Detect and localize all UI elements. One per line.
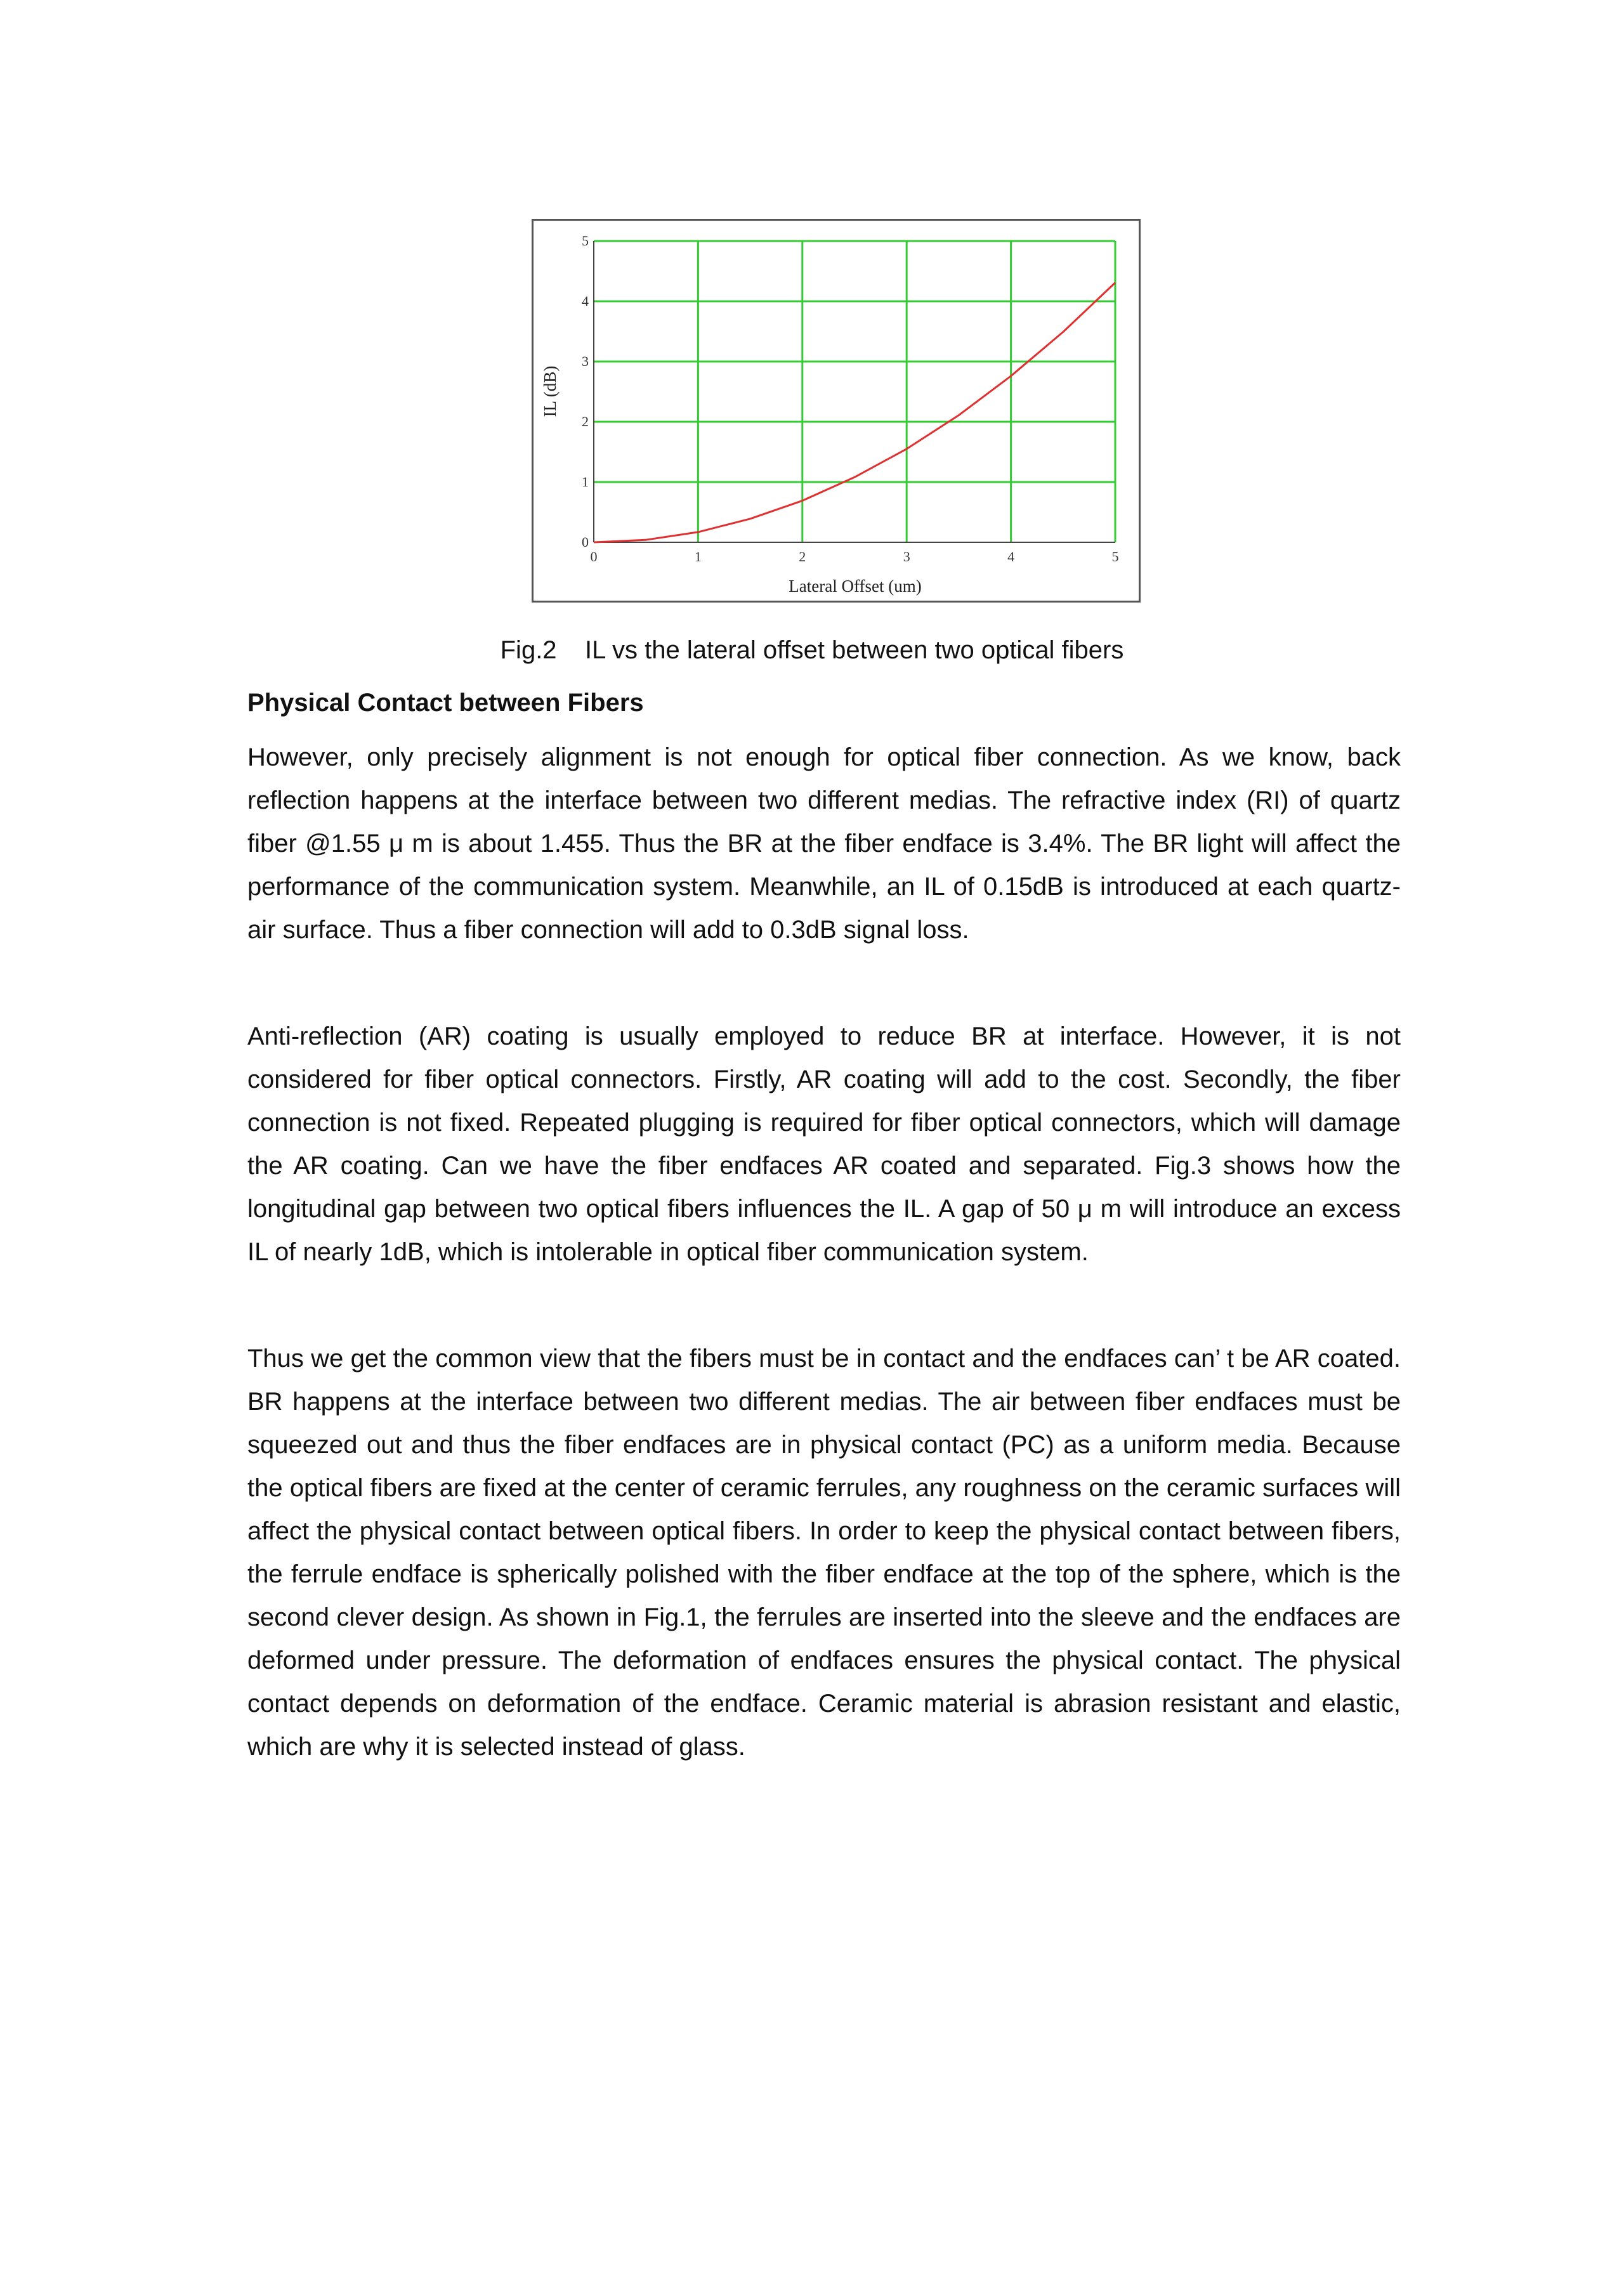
y-tick-label-2: 2 — [582, 414, 589, 429]
x-tick-label-0: 0 — [590, 549, 598, 564]
y-tick-label-3: 3 — [582, 353, 589, 369]
y-axis-label: IL (dB) — [540, 365, 560, 417]
y-tick-label-1: 1 — [582, 474, 589, 490]
chart-frame — [533, 220, 1140, 602]
y-tick-label-5: 5 — [582, 233, 589, 249]
il-vs-offset-chart — [532, 219, 1141, 603]
x-tick-label-3: 3 — [903, 549, 910, 564]
section-heading: Physical Contact between Fibers — [247, 689, 644, 717]
caption-label: Fig.2 — [500, 636, 557, 664]
figure — [532, 219, 1141, 603]
paragraph-2: Anti-reflection (AR) coating is usually employed to reduce BR at interface. However, it is not considered for fiber optical connectors. Firstly, AR coating will add to the cost. Secondly, the fiber connection is not fixed. Repeated plugging is required for fiber optical connectors, which will damage the AR coating. Can we have the fiber endfaces AR coated and separated. Fig.3 shows how the longitudinal gap between two optical fibers influences the IL. A gap of 50 μ m will introduce an excess IL of nearly 1dB, which is intolerable in optical fiber communication system. — [247, 1022, 1401, 1266]
caption-text: IL vs the lateral offset between two optical fibers — [585, 636, 1124, 664]
paragraph-1: However, only precisely alignment is not enough for optical fiber connection. As we know, back reflection happens at the interface between two different medias. The refractive index (RI) of quartz fiber @1.55 μ m is about 1.455. Thus the BR at the fiber endface is 3.4%. The BR light will affect the performance of the communication system. Meanwhile, an IL of 0.15dB is introduced at each quartz-air surface. Thus a fiber connection will add to 0.3dB signal loss. — [247, 743, 1401, 944]
x-tick-label-5: 5 — [1111, 549, 1119, 564]
x-tick-label-2: 2 — [799, 549, 806, 564]
x-tick-label-1: 1 — [694, 549, 702, 564]
figure-caption — [0, 631, 1624, 669]
paragraph-3: Thus we get the common view that the fibers must be in contact and the endfaces can’ t be AR coated. BR happens at the interface between two different medias. The air between fiber endfaces must be squeezed out and thus the fiber endfaces are in physical contact (PC) as a uniform media. Because the optical fibers are fixed at the center of ceramic ferrules, any roughness on the ceramic surfaces will affect the physical contact between optical fibers. In order to keep the physical contact between fibers, the ferrule endface is spherically polished with the fiber endface at the top of the sphere, which is the second clever design. As shown in Fig.1, the ferrules are inserted into the sleeve and the endfaces are deformed under pressure. The deformation of endfaces ensures the physical contact. The physical contact depends on deformation of the endface. Ceramic material is abrasion resistant and elastic, which are why it is selected instead of glass. — [247, 1345, 1401, 1761]
x-tick-label-4: 4 — [1007, 549, 1015, 564]
y-tick-label-0: 0 — [582, 534, 589, 550]
y-tick-label-4: 4 — [582, 293, 589, 309]
x-axis-label: Lateral Offset (um) — [789, 577, 922, 596]
